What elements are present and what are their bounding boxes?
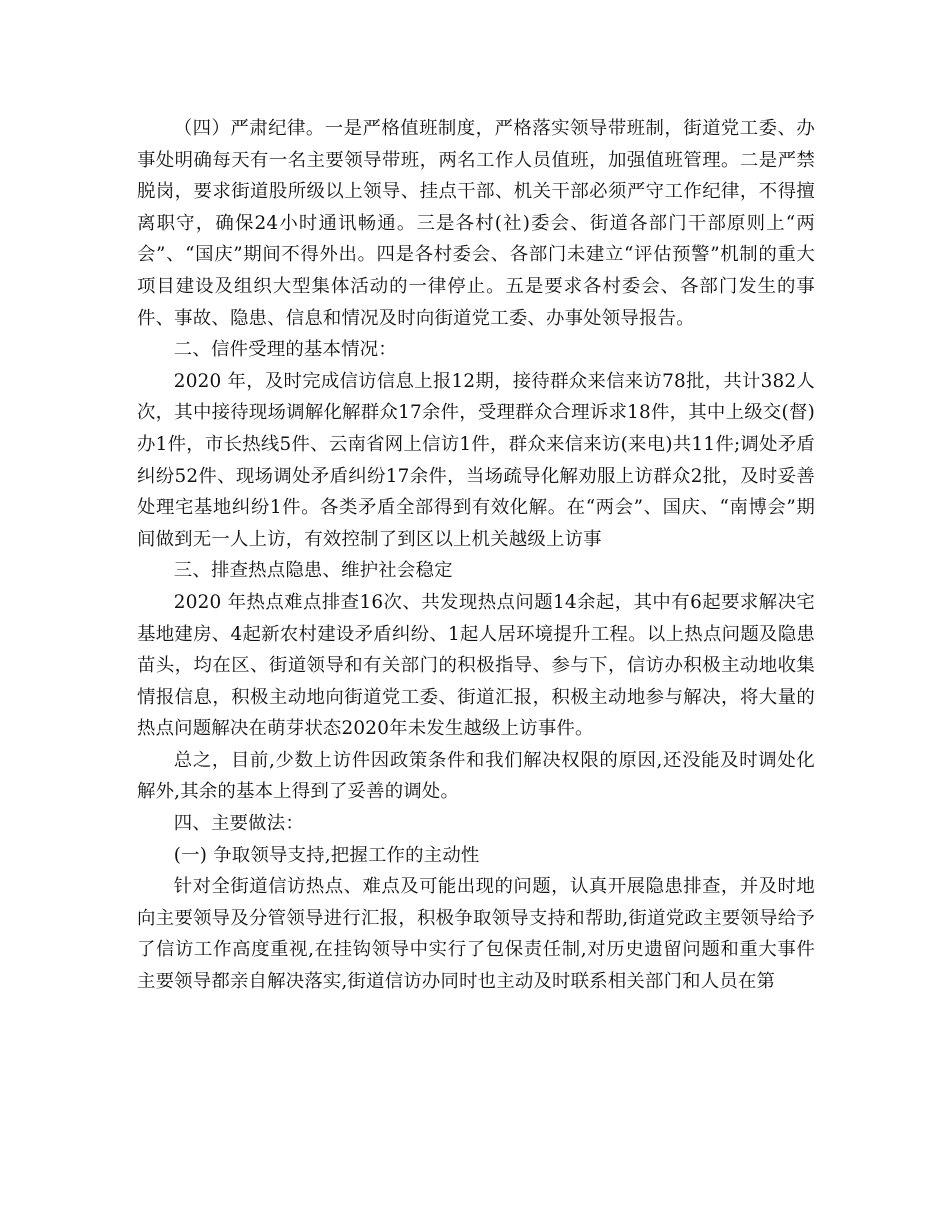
paragraph-summary: 总之，目前,少数上访件因政策条件和我们解决权限的原因,还没能及时调处化解外,其余的基本上得到了妥善的调处。 [137, 749, 815, 803]
heading-main-practices: 四、主要做法： [173, 813, 304, 835]
heading-hotspot-check: 三、排查热点隐患、维护社会稳定 [173, 560, 453, 582]
paragraph-discipline: （四）严肃纪律。一是严格值班制度，严格落实领导带班制，街道党工委、办事处明确每天有一名主要领导带班，两名工作人员值班，加强值班管理。二是严禁脱岗，要求街道股所级以上领导、挂点干部、机关干部必须严守工作纪律，不得擅离职守，确保24小时通讯畅通。三是各村(社)委会、街道各部门干部原则上“两会”、“国庆”期间不得外出。四是各村委会、各部门未建立“评估预警”机制的重大项目建设及组织大型集体活动的一律停止。五是要求各村委会、各部门发生的事件、事故、隐患、信息和情况及时向街道党工委、办事处领导报告。 [137, 118, 815, 329]
heading-letters-handling: 二、信件受理的基本情况： [173, 339, 397, 361]
document-body [137, 113, 815, 998]
subheading-leadership-support: (一) 争取领导支持,把握工作的主动性 [173, 844, 480, 866]
paragraph-hotspot-stats: 2020 年热点难点排查16次、共发现热点问题14余起，其中有6起要求解决宅基地建房、4起新农村建设矛盾纠纷、1起人居环境提升工程。以上热点问题及隐患苗头，均在区、街道领导和有关部门的积极指导、参与下，信访办积极主动地收集情报信息，积极主动地向街道党工委、街道汇报，积极主动地参与解决，将大量的热点问题解决在萌芽状态2020年未发生越级上访事件。 [137, 591, 815, 740]
paragraph-leadership-support: 针对全街道信访热点、难点及可能出现的问题，认真开展隐患排查，并及时地向主要领导及分管领导进行汇报，积极争取领导支持和帮助,街道党政主要领导给予了信访工作高度重视,在挂钩领导中实行了包保责任制,对历史遗留问题和重大事件主要领导都亲自解决落实,街道信访办同时也主动及时联系相关部门和人员在第 [137, 876, 815, 993]
paragraph-letters-stats: 2020 年，及时完成信访信息上报12期，接待群众来信来访78批，共计382人次，其中接待现场调解化解群众17余件，受理群众合理诉求18件，其中上级交(督)办1件，市长热线5件、云南省网上信访1件，群众来信来访(来电)共11件;调处矛盾纠纷52件、现场调处矛盾纠纷17余件，当场疏导化解劝服上访群众2批，及时妥善处理宅基地纠纷1件。各类矛盾全部得到有效化解。在“两会”、国庆、“南博会”期间做到无一人上访，有效控制了到区以上机关越级上访事 [137, 370, 815, 550]
